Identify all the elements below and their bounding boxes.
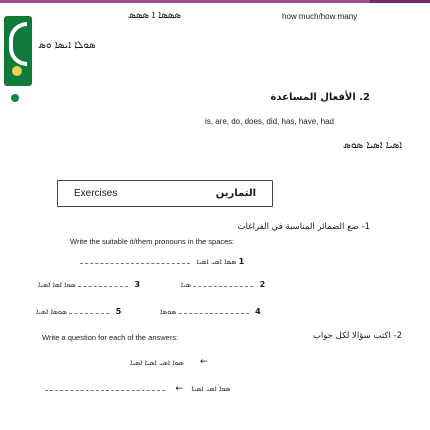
answer-blank[interactable]	[193, 286, 253, 287]
top-border	[0, 0, 430, 3]
q1-item-2-text: ܣܝܐ	[180, 280, 191, 289]
answer-blank[interactable]	[179, 313, 249, 314]
header-line-2-ar: ܣܘܠܐ ܐܝܣܐ ܘܣ	[38, 40, 96, 51]
answer-blank[interactable]	[78, 286, 128, 287]
q1-item-5-number: 5	[115, 307, 122, 316]
arrow-left-icon: ←	[175, 384, 183, 394]
q2-line-2	[45, 384, 375, 394]
auxiliary-verbs-list	[205, 117, 334, 126]
header-line-1-en: how much/how many	[282, 12, 358, 21]
section-2-subtitle: ܐܣܝܐ ܐܣܝܐ ܣܘܣ	[343, 140, 402, 151]
q1-instruction-ar: 1- ضع الضمائر المناسبة في الفراغات	[237, 222, 370, 232]
q2-line-1-text: ܣܘܐ ܐܣܝ ܐܣܝܐ ܐܣܝܐ	[130, 358, 184, 367]
q1-row-1	[80, 257, 300, 267]
answer-blank[interactable]	[80, 263, 190, 264]
header-line-1-ar: ܣܣܣܐ ܐ ܣܣܣ	[128, 10, 181, 21]
q1-item-4-text: ܣܘܣܐ	[160, 307, 177, 316]
q1-instruction-en: Write the suitable it/them pronouns in the spaces:	[70, 237, 235, 246]
exercises-header-box	[57, 180, 273, 207]
exercises-label-ar: التمارين	[215, 188, 256, 199]
q1-row-2	[38, 280, 358, 290]
q1-item-5-text: ܣܘܣܐ ܐܣܝܐ	[36, 307, 67, 316]
q2-instruction-en: Write a question for each of the answers:	[42, 333, 179, 342]
section-logo-icon	[4, 16, 32, 86]
q2-line-1	[130, 358, 184, 368]
q1-item-3-text: ܣܘܐ ܐܣܐ ܐܣܝܐ	[38, 280, 76, 289]
answer-blank[interactable]	[45, 390, 165, 391]
q2-line-2-text: ܣܘܐ ܐܣܝ ܐܣܝܐ	[191, 384, 231, 393]
auxiliary-verbs-text: is, are, do, does, did, has, have, had	[205, 117, 334, 126]
q1-item-3-number: 3	[134, 280, 141, 289]
q1-item-1-number: 1	[238, 257, 245, 266]
exercises-label-en: Exercises	[74, 188, 118, 199]
q1-item-2-number: 2	[259, 280, 266, 289]
arrow-left-icon: ←	[200, 357, 208, 367]
q1-item-4-number: 4	[255, 307, 261, 316]
section-2-title: 2. الأفعال المساعدة	[270, 92, 370, 103]
q2-instruction-ar: 2- اكتب سؤالا لكل جواب	[312, 331, 402, 341]
answer-blank[interactable]	[69, 313, 109, 314]
q1-item-1-text: ܣܣܐ ܐܣܝ ܐܣܝܐ	[196, 257, 237, 266]
bullet-dot-icon	[11, 94, 19, 102]
q1-row-3	[36, 307, 366, 317]
